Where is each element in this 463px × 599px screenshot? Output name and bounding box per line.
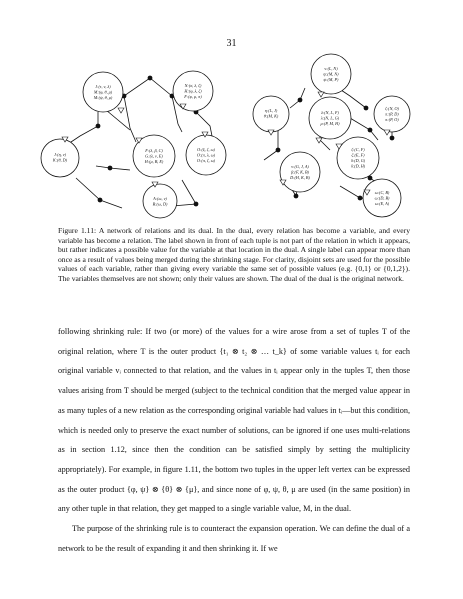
node-label-line: ω:(C, B) — [374, 190, 390, 195]
node-label-line: π:(P, O) — [385, 117, 399, 122]
paragraph: following shrinking rule: If two (or more) of the values for a wire arose from a set of tuples T of the original relation, where T is the outer product {t₁ ⊗ t₂ ⊗ … t_k} of some variable values tᵢ for each original variable vᵢ connected to that relation, and the values in tᵢ appear only in the tuples T, then those values arising from T should be merged (subject to the technical condition that the merged value appear in as many tuples of a new relation as the corresponding original variable had values in tᵢ—but this condition, which is needed only to preserve the exact number of solutions, can be ignored if one uses multi-relations as in section 1.12, since then the condition can be satisfied simply by setting the multiplicity appropriately). For example, in figure 1.11, the bottom two tuples in the upper left vertex can be expressed as the outer product {φ, ψ} ⊗ {θ} ⊗ {μ}, and since none of φ, ψ, θ, μ are used (in the same position) in any other tuple in that relation, they get mapped to a single variable value, M, in the dual. — [58, 327, 410, 514]
node-label-line: H:(φ, λ, ζ) — [184, 88, 202, 94]
node-label-line: M:(φ, θ, μ) — [93, 89, 113, 95]
svg-text:J:(η, ν)K:(θ, D) — [52, 152, 68, 164]
node-label-line: π:(P, D) — [385, 111, 399, 117]
node-label-line: ζ:(C, F) — [351, 147, 365, 152]
body-text — [58, 322, 410, 558]
svg-text:ζ:(N, O)π:(P, D)π:(P, O) — [385, 106, 399, 123]
svg-text:ζ:(C, F)ζ:(E, F)δ:(D, G)δ:(D, — [351, 147, 366, 170]
svg-text:N:(σ, λ, ζ)H:(φ, λ, ζ)F:(φ, μ, — [183, 83, 202, 100]
node-label-line: O:(π, ζ, ω) — [196, 158, 216, 163]
node-label-line: ω:(D, B) — [374, 195, 390, 201]
node-label-line: λ:(N, L, G) — [320, 115, 340, 121]
node-label-line: μ:(P, M, H) — [320, 121, 340, 126]
node-label-line: B:(ω, D) — [152, 201, 168, 207]
node-label-line: ζ:(N, O) — [385, 106, 399, 111]
svg-text:ν:(L, N)ψ:(M, N)ψ:(M, P) — [323, 66, 339, 83]
node-label-line: F:(φ, μ, π) — [184, 94, 202, 99]
paragraph: The purpose of the shrinking rule is to counteract the expansion operation. We can define the dual of a network to be the result of expanding it and then shrinking it. If we — [58, 524, 410, 553]
node-label-line: ν:(L, N) — [324, 66, 338, 71]
svg-text:ω:(C, B)ω:(D, B)ω:(E, A) — [375, 190, 390, 207]
node-label-line: ν:(G, J, A) — [291, 164, 309, 169]
node-label-line: J:(τ, ν, λ) — [95, 84, 111, 89]
node-label-line: J:(η, ν) — [53, 152, 67, 157]
node-label-line: λ:(N, L, F) — [321, 110, 339, 115]
figure-caption: Figure 1.11: A network of relations and its dual. In the dual, every relation has become a variable, and every variable has become a relation. The label shown in front of each tuple is not part of the relation in which it appears, but rather indicates a possible value for the variable at that location in the dual. A single label can appear more than once as a result of values being merged during the shrinking stage. For clarity, disjoint sets are used for the possible values of each variable, rather than giving every variable the same set of possible values (e.g. {0,1} or {0,1,2}). The variables themselves are not shown; only their values are shown. The dual of the dual is the original network. — [58, 226, 410, 283]
node-label-line: η:(L, J) — [264, 108, 278, 113]
svg-text:η:(L, J)θ:(M, K) — [264, 108, 279, 120]
svg-text:F:(λ, β, C)G:(λ, ν, E)H:(μ, B, — [144, 148, 164, 165]
node-label-line: M:(ψ, θ, μ) — [93, 95, 113, 100]
node-label-line: H:(μ, B, E) — [144, 159, 164, 164]
node-label-line: ψ:(M, P) — [323, 77, 339, 82]
node-label-line: β:(F, K, B) — [291, 169, 309, 175]
svg-text:J:(τ, ν, λ)M:(φ, θ, μ)M:(ψ, θ, — [93, 84, 113, 101]
relation-network-figure — [0, 0, 463, 230]
node-label-line: ψ:(M, N) — [323, 71, 339, 77]
node-label-line: δ:(D, H) — [350, 163, 366, 169]
svg-text:A:(ω, ν)B:(ω, D) — [152, 196, 168, 208]
node-label-line: D:(H, K, B) — [290, 175, 310, 180]
node-label-line: δ:(D, G) — [350, 158, 366, 163]
svg-text:ν:(G, J, A)β:(F, K, B)D:(H, K, — [289, 164, 310, 181]
node-label-line: O:(π, λ, ω) — [196, 152, 216, 158]
node-label-line: O:(ξ, ζ, ω) — [197, 147, 215, 152]
node-label-line: K:(θ, D) — [52, 157, 68, 163]
left-network-triangles — [62, 104, 208, 187]
node-label-line: F:(λ, β, C) — [145, 148, 163, 153]
node-label-line: ω:(E, A) — [374, 201, 390, 206]
node-label-line: ζ:(E, F) — [351, 152, 365, 158]
page-number: 31 — [226, 38, 237, 49]
svg-text:λ:(N, L, F)λ:(N, L, G)μ:(P, M, — [320, 110, 340, 127]
node-label-line: θ:(M, K) — [263, 113, 279, 119]
node-label-line: G:(λ, ν, E) — [145, 153, 163, 159]
node-label-line: A:(ω, ν) — [153, 196, 167, 201]
node-label-line: N:(σ, λ, ζ) — [184, 83, 202, 88]
svg-text:O:(ξ, ζ, ω)O:(π, λ, ω)O:(π, ζ, — [197, 147, 216, 164]
